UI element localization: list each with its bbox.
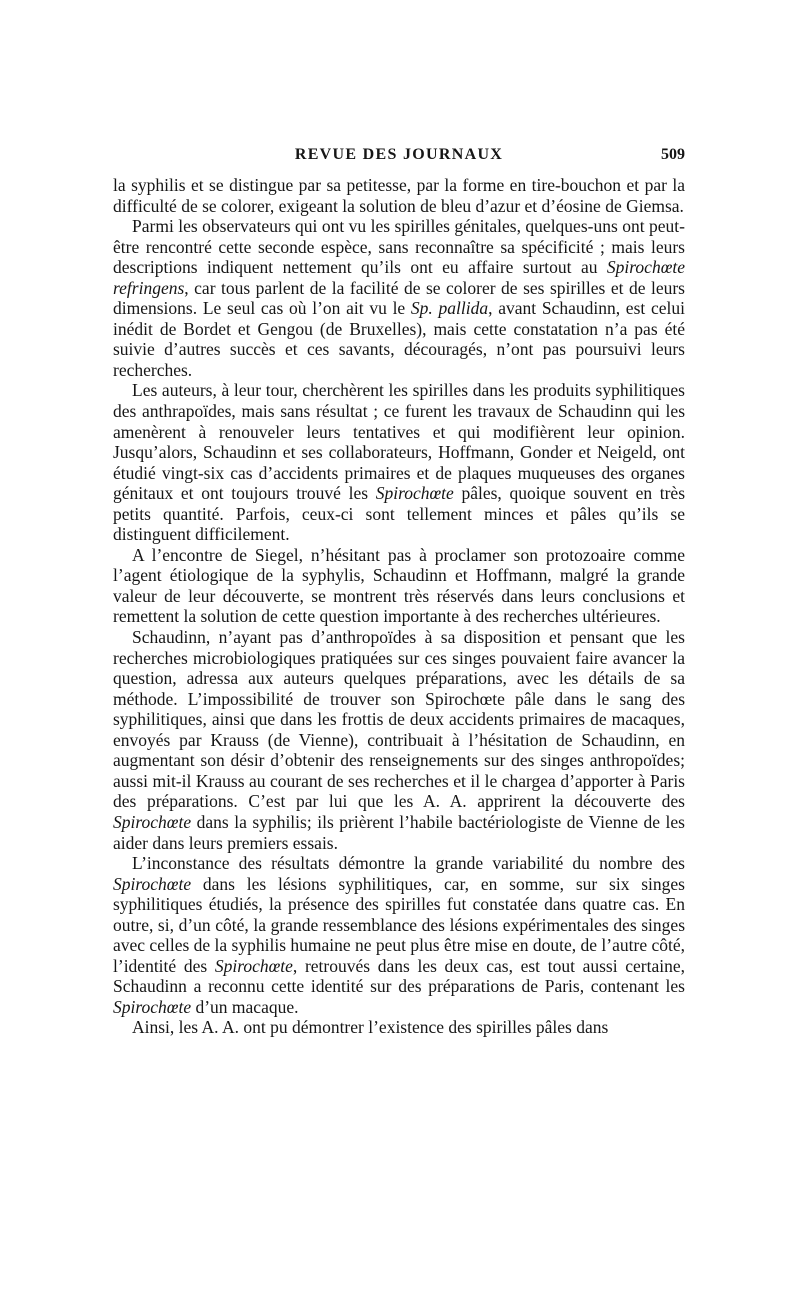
text-run: Ainsi, les A. A. ont pu démontrer l’existence des spirilles pâles dans [132, 1017, 609, 1038]
text-run: pâles, quoique souvent en très petits quantité. Parfois, ceux-ci sont tellement minces et pâles qu’ils se distinguent difficilement. [113, 483, 686, 545]
text-run: A l’encontre de Siegel, n’hésitant pas à proclamer son protozoaire comme l’agent étiologique de la syphylis, Schaudinn et Hoffmann, malgré la grande valeur de leur découverte, se montrent très réservés dans leurs conclusions et remettent la solution de cette question importante à des recherches ultérieures. [113, 544, 685, 627]
paragraph [113, 853, 685, 1017]
text-run: dans les lésions syphilitiques, car, en somme, sur six singes syphilitiques étudiés, la présence des spirilles fut constatée dans quatre cas. En outre, si, d’un côté, la grande ressemblance des lésions expérimentales des singes avec celles de la syphilis humaine ne peut plus être mise en doute, de l’autre côté, l’identité des [113, 873, 685, 976]
text-run: L’inconstance des résultats démontre la grande variabilité du nombre des [132, 853, 685, 874]
page-number: 509 [661, 146, 685, 163]
paragraph [113, 175, 685, 216]
text-run: Les auteurs, à leur tour, cherchèrent les spirilles dans les produits syphilitiques des anthrapoïdes, mais sans résultat ; ce furent les travaux de Schaudinn qui les amenèrent à renouveler leurs tentatives et qui modifièrent leur opinion. Jusqu’alors, Schaudinn et ses collaborateurs, Hoffmann, Gonder et Neigeld, ont étudié vingt-six cas d’accidents primaires et de plaques muqueuses des organes génitaux et ont toujours trouvé les [113, 380, 685, 504]
text-run: la syphilis et se distingue par sa petitesse, par la forme en tire-bouchon et par la difficulté de se colorer, exigeant la solution de bleu d’azur et d’éosine de Giemsa. [113, 175, 685, 216]
text-run: , avant Schaudinn, est celui inédit de Bordet et Gengou (de Bruxelles), mais cette constatation n’a pas été suivie d’autres succès et ces savants, découragés, n’ont pas poursuivi leurs recherches. [113, 298, 685, 380]
italic-term: Spirochœte [113, 873, 192, 894]
text-run: d’un macaque. [191, 996, 299, 1017]
text-run: , retrouvés dans les deux cas, est tout aussi certaine, Schaudinn a reconnu cette identité sur des préparations de Paris, contenant les [113, 955, 685, 997]
italic-term: Spirochœte [113, 996, 192, 1017]
text-run: , car tous parlent de la facilité de se colorer de ses spirilles et de leurs dimensions. Le seul cas où l’on ait vu le [113, 277, 685, 319]
italic-term: Spirochœte [214, 955, 293, 976]
running-title: REVUE DES JOURNAUX [294, 146, 504, 163]
body-text [113, 175, 685, 1038]
paragraph [113, 545, 685, 627]
paragraph [113, 216, 685, 380]
paragraph [113, 1017, 685, 1038]
running-header [113, 146, 685, 170]
italic-term: Spirochœte refringens [113, 257, 685, 298]
text-run: Parmi les observateurs qui ont vu les spirilles génitales, quelques-uns ont peut-être rencontré cette seconde espèce, sans reconnaître sa spécificité ; mais leurs descriptions indiquent nettement qu’ils ont eu affaire surtout au [113, 216, 685, 278]
text-run: dans la syphilis; ils prièrent l’habile bactériologiste de Vienne de les aider dans leurs premiers essais. [113, 811, 685, 853]
italic-term: Spirochœte [375, 483, 454, 504]
italic-term: Sp. pallida [410, 298, 489, 319]
paragraph [113, 627, 685, 853]
paragraph [113, 380, 685, 544]
text-run: Schaudinn, n’ayant pas d’anthropoïdes à sa disposition et pensant que les recherches microbiologiques pratiquées sur ces singes pouvaient faire avancer la question, adressa aux auteurs quelques préparations, avec les détails de sa méthode. L’impossibilité de trouver son Spirochœte pâle dans le sang des syphilitiques, ainsi que dans les frottis de deux accidents primaires de macaques, envoyés par Krauss (de Vienne), contribuait à l’hésitation de Schaudinn, en augmentant son désir d’obtenir des renseignements sur des singes anthropoïdes; aussi mit-il Krauss au courant de ses recherches et il le chargea d’apporter à Paris des préparations. C’est par lui que les A. A. apprirent la découverte des [113, 627, 685, 812]
italic-term: Spirochœte [113, 811, 192, 832]
